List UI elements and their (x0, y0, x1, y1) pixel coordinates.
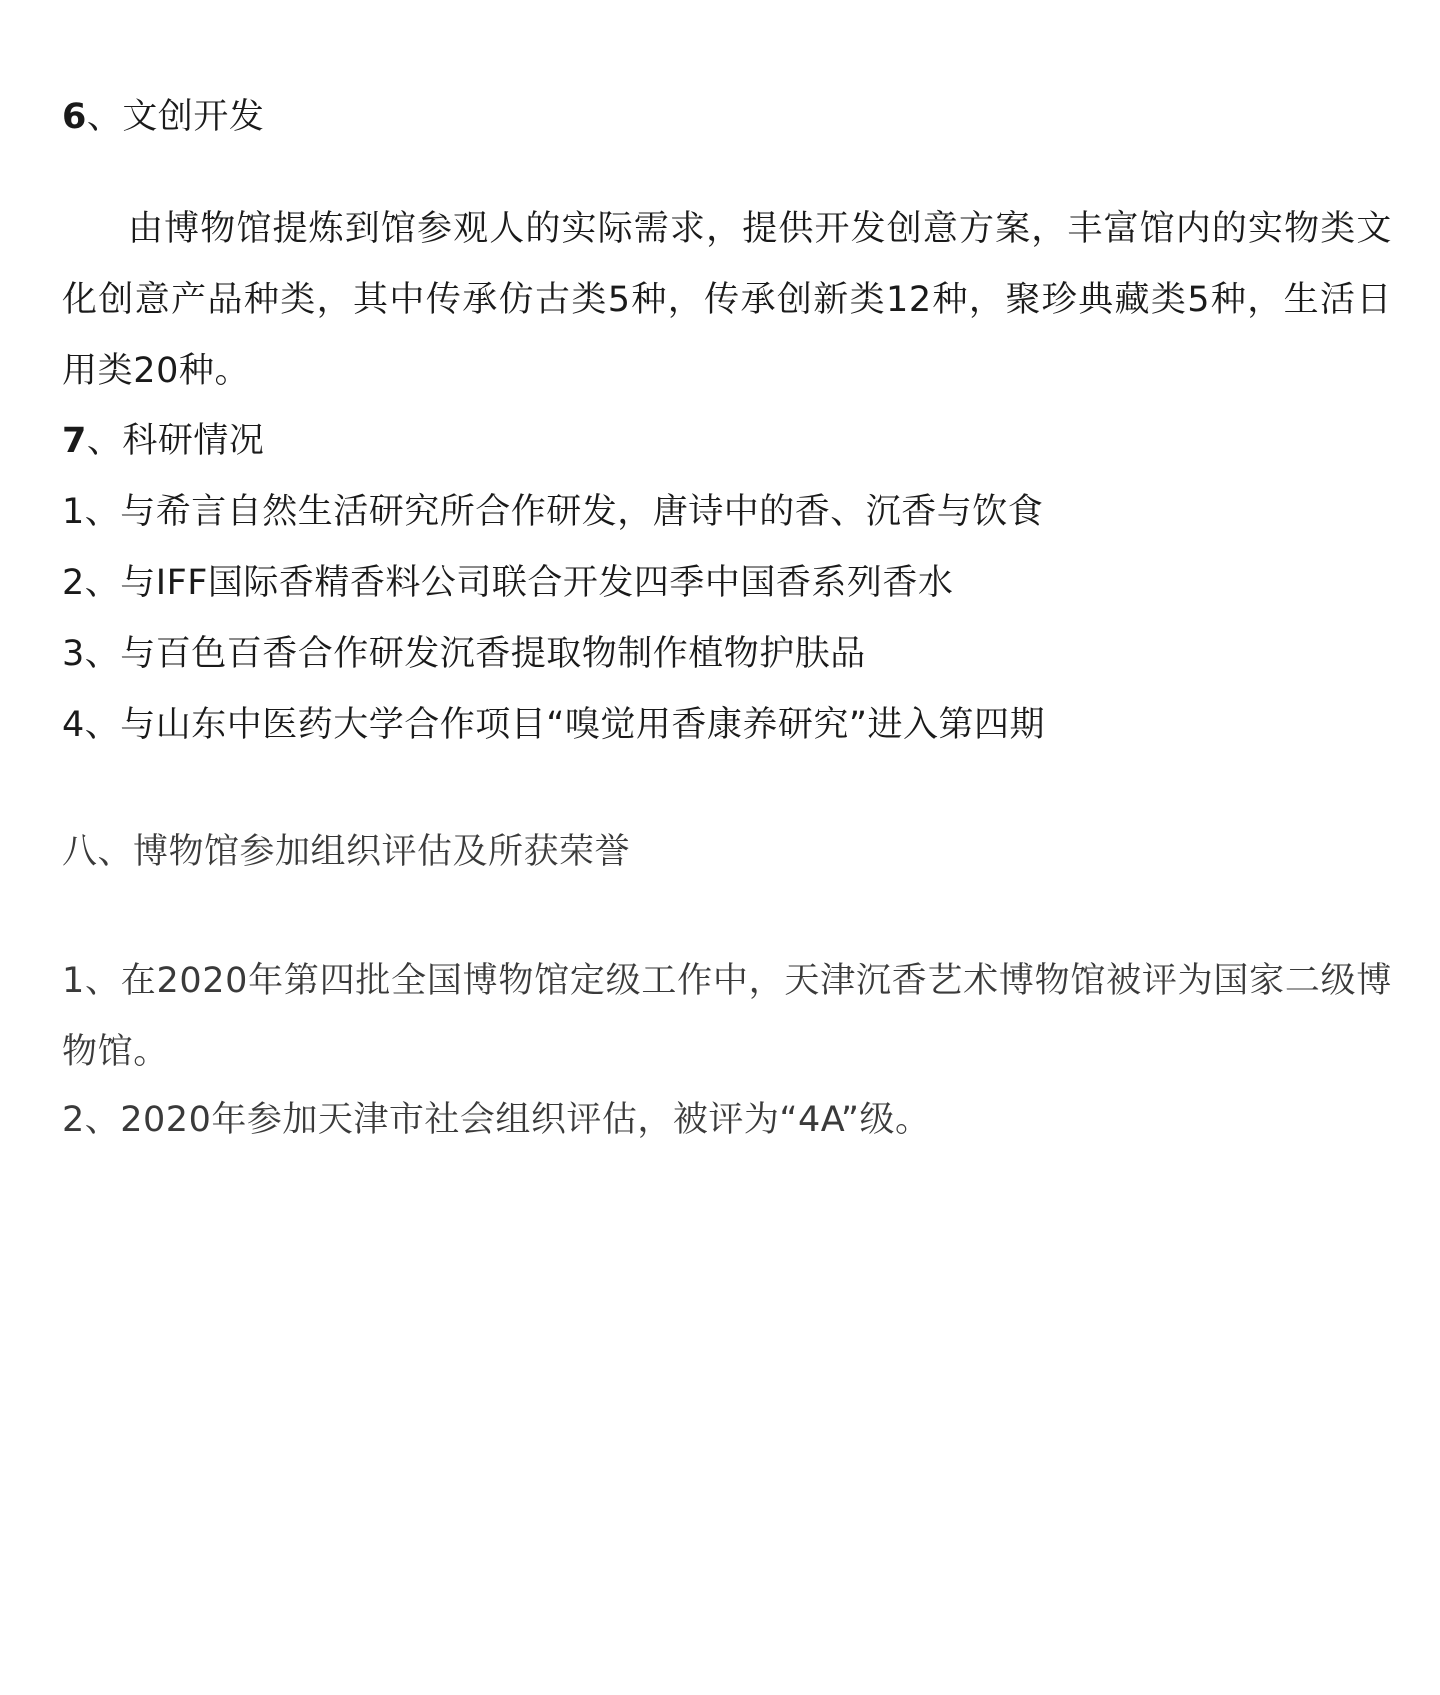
section-6-number: 6 (62, 97, 87, 137)
section-6-title: 、文创开发 (86, 97, 265, 137)
research-item-2: 2、与IFF国际香精香料公司联合开发四季中国香系列香水 (62, 563, 954, 603)
research-item-4: 4、与山东中医药大学合作项目“嗅觉用香康养研究”进入第四期 (62, 705, 1046, 745)
honor-item-2: 2、2020年参加天津市社会组织评估，被评为“4A”级。 (62, 1100, 931, 1140)
section-7-title: 、科研情况 (86, 421, 265, 461)
research-item-1: 1、与希言自然生活研究所合作研发，唐诗中的香、沉香与饮食 (62, 492, 1044, 532)
section-7-heading (62, 416, 264, 466)
section-8-heading: 八、博物馆参加组织评估及所获荣誉 (62, 832, 631, 872)
section-6-heading (62, 92, 264, 142)
section-7-number: 7 (62, 421, 87, 461)
honor-item-1: 1、在2020年第四批全国博物馆定级工作中，天津沉香艺术博物馆被评为国家二级博物馆。 (62, 961, 1392, 1072)
research-item-3: 3、与百色百香合作研发沉香提取物制作植物护肤品 (62, 634, 866, 674)
section-6-body: 由博物馆提炼到馆参观人的实际需求，提供开发创意方案，丰富馆内的实物类文化创意产品种类，其中传承仿古类5种，传承创新类12种，聚珍典藏类5种，生活日用类20种。 (62, 209, 1392, 391)
